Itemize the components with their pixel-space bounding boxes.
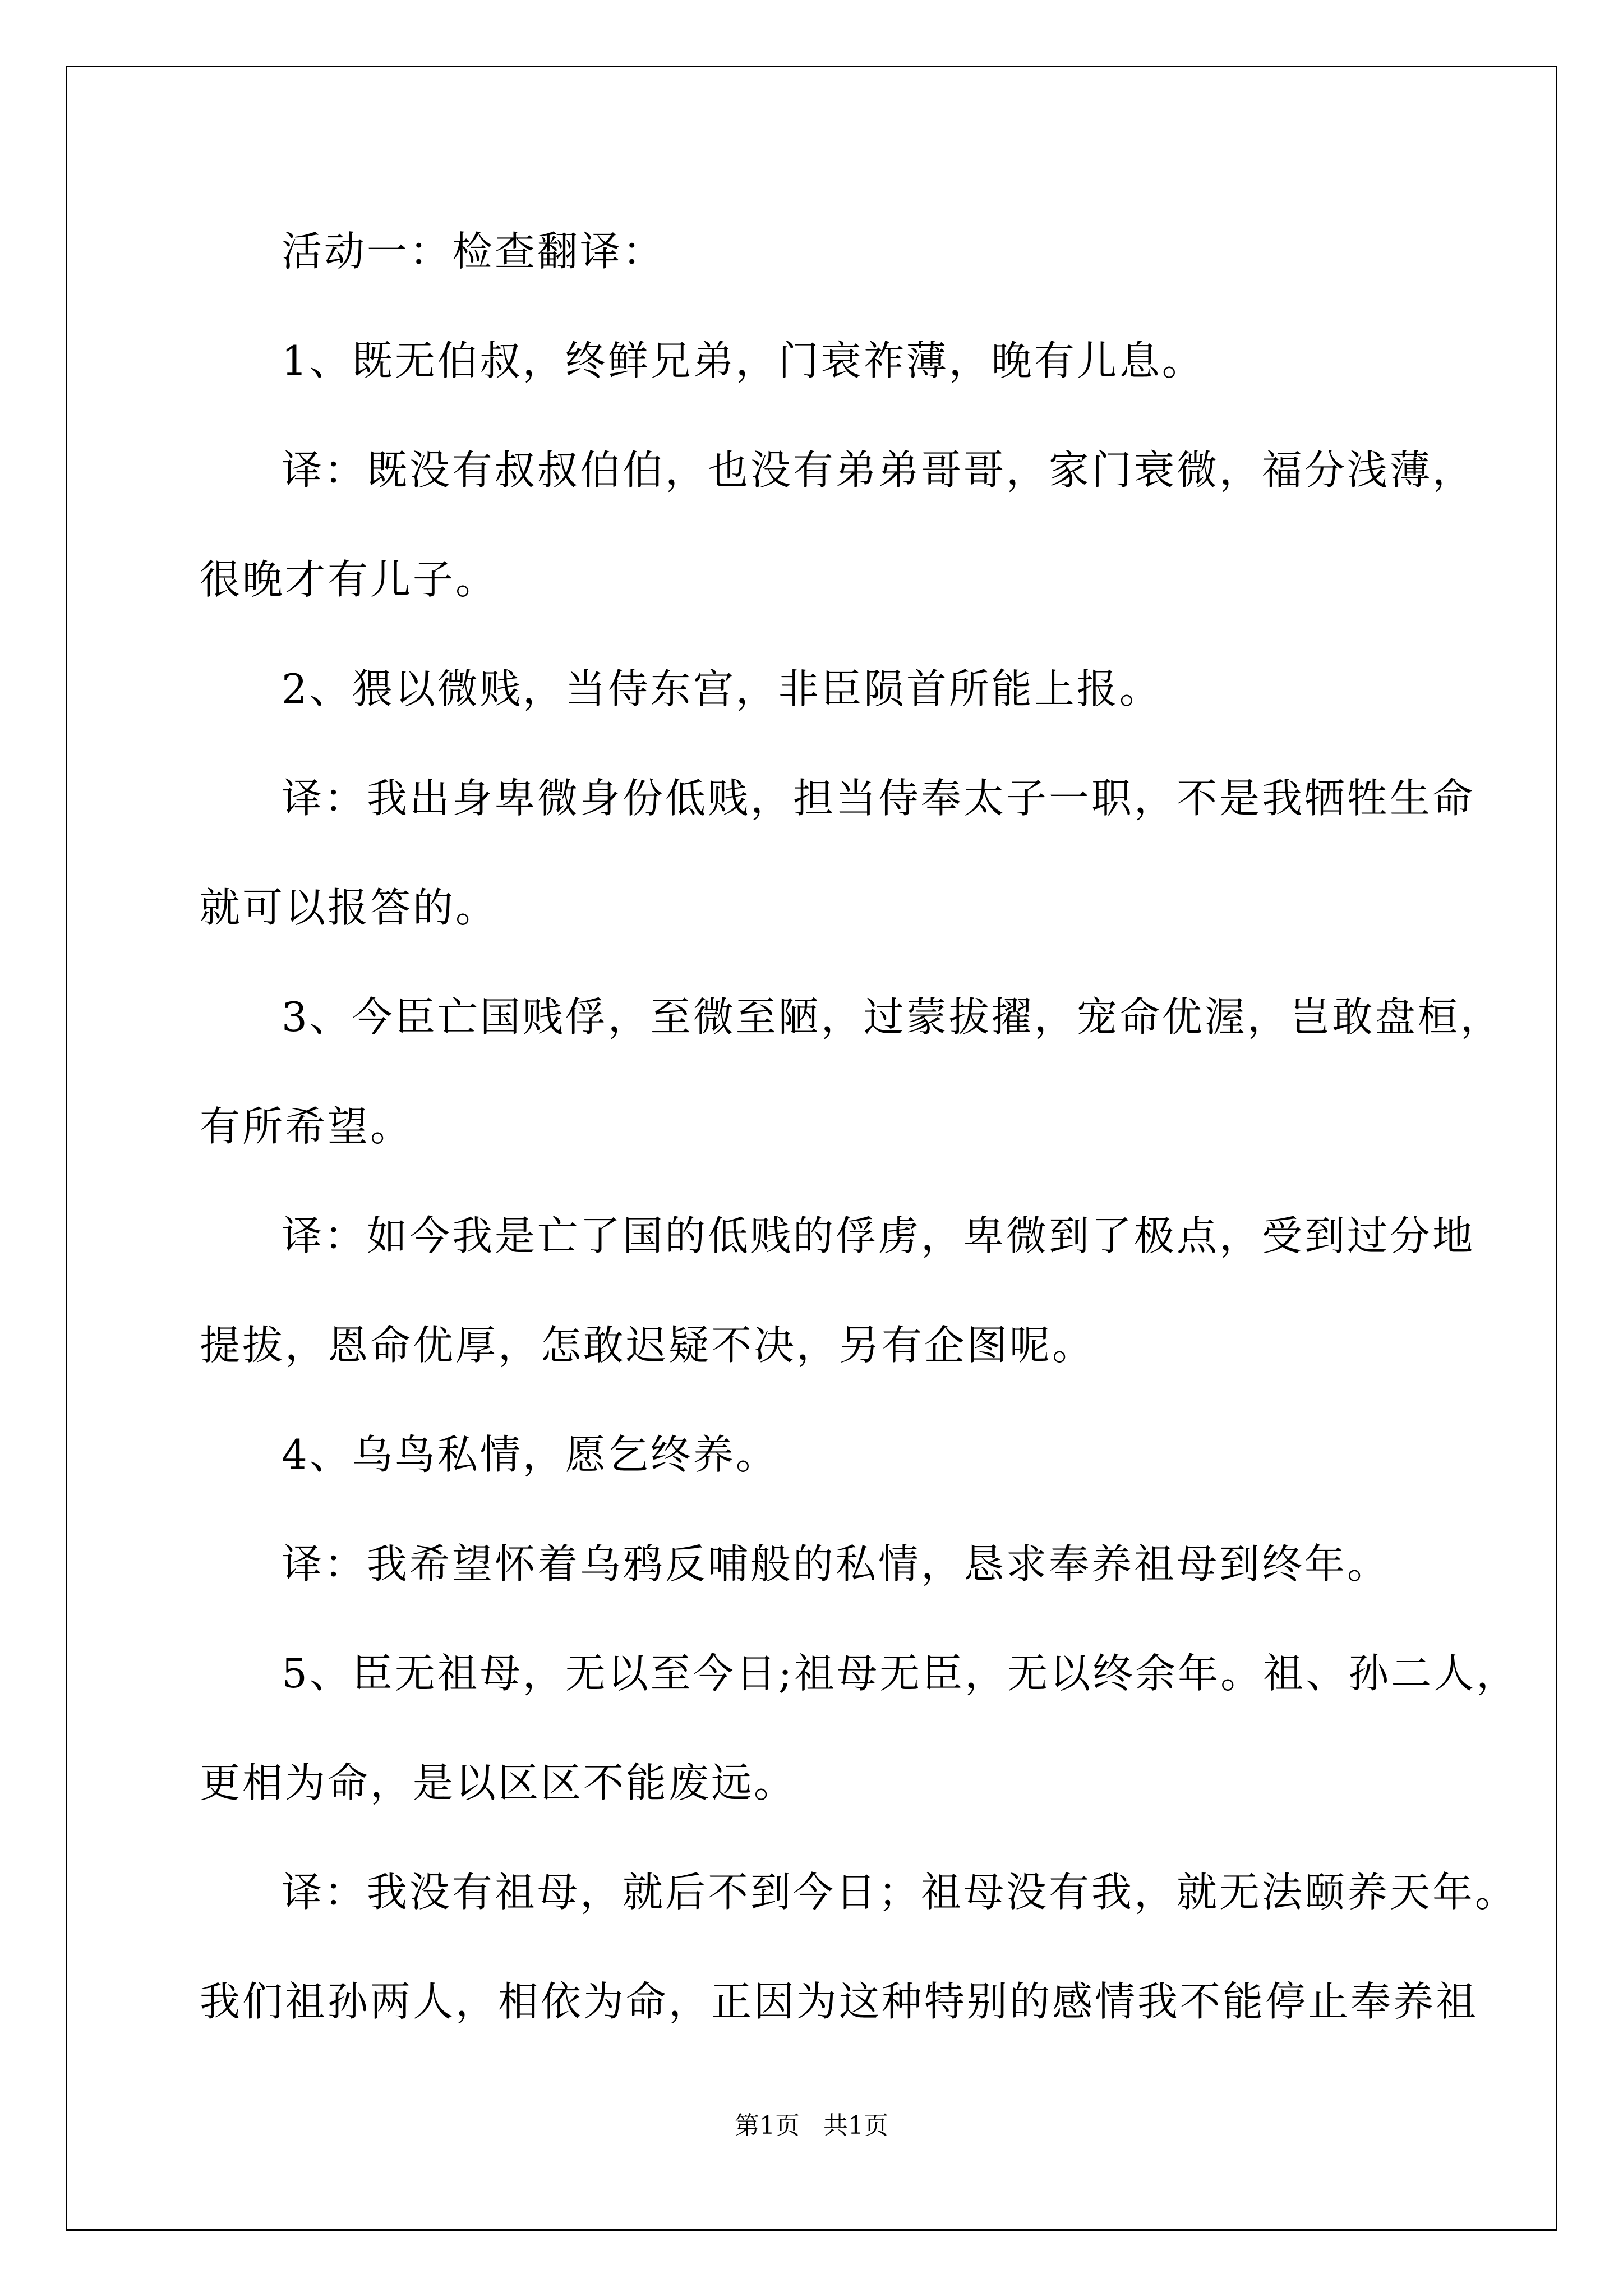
translation-2-line-1: 译：我出身卑微身份低贱，担当侍奉太子一职，不是我牺牲生命 xyxy=(282,775,1476,822)
section-heading: 活动一：检查翻译： xyxy=(282,228,666,275)
translation-1-line-2: 很晚才有儿子。 xyxy=(200,556,499,603)
original-sentence-2: 2、猥以微贱，当侍东宫，非臣陨首所能上报。 xyxy=(282,665,1162,712)
original-sentence-5-line-1: 5、臣无祖母，无以至今日;祖母无臣，无以终余年。祖、孙二人， xyxy=(282,1650,1519,1697)
translation-3-line-1: 译：如今我是亡了国的低贱的俘虏，卑微到了极点，受到过分地 xyxy=(282,1212,1476,1259)
translation-3-line-2: 提拔，恩命优厚，怎敢迟疑不决，另有企图呢。 xyxy=(200,1322,1095,1369)
translation-4: 译：我希望怀着乌鸦反哺般的私情，恳求奉养祖母到终年。 xyxy=(282,1540,1390,1588)
original-sentence-3-line-2: 有所希望。 xyxy=(200,1103,413,1150)
translation-5-line-1: 译：我没有祖母，就后不到今日；祖母没有我，就无法颐养天年。 xyxy=(282,1869,1518,1916)
original-sentence-4: 4、乌鸟私情，愿乞终养。 xyxy=(282,1431,778,1478)
page-footer xyxy=(0,2109,1623,2143)
translation-1-line-1: 译：既没有叔叔伯伯，也没有弟弟哥哥，家门衰微，福分浅薄， xyxy=(282,447,1476,494)
original-sentence-3-line-1: 3、今臣亡国贱俘，至微至陋，过蒙拔擢，宠命优渥，岂敢盘桓， xyxy=(282,993,1503,1041)
translation-5-line-2: 我们祖孙两人，相依为命，正因为这种特别的感情我不能停止奉养祖 xyxy=(200,1978,1479,2025)
page-number-current: 第1页 xyxy=(735,2111,800,2140)
original-sentence-5-line-2: 更相为命，是以区区不能废远。 xyxy=(200,1759,797,1806)
original-sentence-1: 1、既无伯叔，终鲜兄弟，门衰祚薄，晚有儿息。 xyxy=(282,337,1205,384)
page-number-total: 共1页 xyxy=(823,2111,888,2140)
translation-2-line-2: 就可以报答的。 xyxy=(200,884,499,931)
